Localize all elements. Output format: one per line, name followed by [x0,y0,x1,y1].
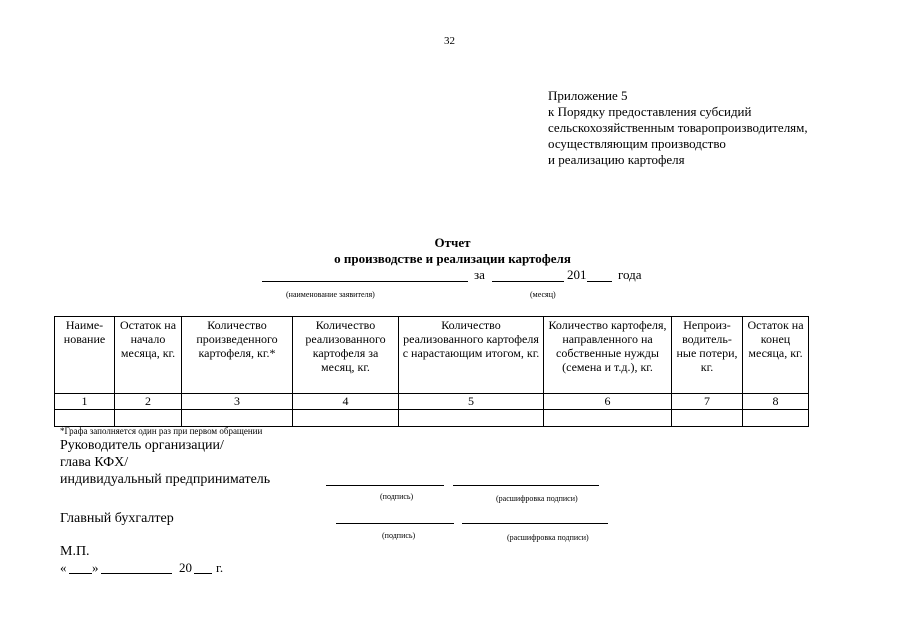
column-number: 3 [182,394,293,410]
stamp-place: М.П. [60,544,90,559]
column-header: Остаток на начало месяца, кг. [115,317,182,394]
signature-caption: (подпись) [382,531,416,540]
column-number-row [55,394,809,410]
report-title: Отчет [434,235,471,250]
month-line [492,281,564,282]
head-title-line: глава КФХ/ [60,455,129,470]
report-table [54,316,809,427]
column-number: 8 [743,394,809,410]
column-number: 7 [672,394,743,410]
head-decode-line [453,485,599,486]
date-year-prefix: 20 [179,560,192,575]
page-number: 32 [444,35,455,47]
date-open-quote: « [60,560,67,575]
table-cell[interactable] [293,410,399,427]
accountant-decode-line [462,523,608,524]
date-year-line [194,573,212,574]
table-cell[interactable] [544,410,672,427]
applicant-caption: (наименование заявителя) [286,290,375,299]
column-number: 6 [544,394,672,410]
head-signature-line [326,485,444,486]
head-title-line: Руководитель организации/ [60,438,224,453]
table-cell[interactable] [672,410,743,427]
date-month-line [101,573,172,574]
column-header: Количество реализованного картофеля за месяц, кг. [293,317,399,394]
year-line [587,281,612,282]
column-number: 1 [55,394,115,410]
accountant-signature-line [336,523,454,524]
year-prefix: 201 [567,267,587,282]
column-header: Количество реализованного картофеля с нарастающим итогом, кг. [399,317,544,394]
column-header: Наиме-нование [55,317,115,394]
accountant-title: Главный бухгалтер [60,511,174,526]
column-number: 5 [399,394,544,410]
head-title-line: индивидуальный предприниматель [60,472,271,487]
decode-caption: (расшифровка подписи) [496,494,578,503]
appendix-line: Приложение 5 [548,88,628,103]
appendix-line: осуществляющим производство [548,136,726,151]
footnote: *Графа заполняется один раз при первом обращении [60,426,263,436]
appendix-line: сельскохозяйственным товаропроизводителям, [548,120,808,135]
column-number: 2 [115,394,182,410]
date-suffix: г. [216,560,224,575]
table-cell[interactable] [115,410,182,427]
table-cell[interactable] [743,410,809,427]
signature-caption: (подпись) [380,492,414,501]
table-cell[interactable] [182,410,293,427]
column-number: 4 [293,394,399,410]
appendix-block [548,88,868,168]
column-header: Количество картофеля, направленного на собственные нужды (семена и т.д.), кг. [544,317,672,394]
column-header: Остаток на конец месяца, кг. [743,317,809,394]
table-header-row [55,317,809,394]
period-za: за [474,267,485,282]
appendix-line: к Порядку предоставления субсидий [548,104,752,119]
applicant-name-line [262,281,468,282]
year-suffix: года [618,267,642,282]
column-header: Непроиз-водитель-ные потери, кг. [672,317,743,394]
table-row [55,410,809,427]
table-cell[interactable] [55,410,115,427]
date-close-quote: » [92,560,99,575]
report-subtitle: о производстве и реализации картофеля [334,251,571,266]
table-cell[interactable] [399,410,544,427]
decode-caption: (расшифровка подписи) [507,533,589,542]
month-caption: (месяц) [530,290,556,299]
column-header: Количество произведенного картофеля, кг.* [182,317,293,394]
appendix-line: и реализацию картофеля [548,152,685,167]
date-day-line [69,573,92,574]
